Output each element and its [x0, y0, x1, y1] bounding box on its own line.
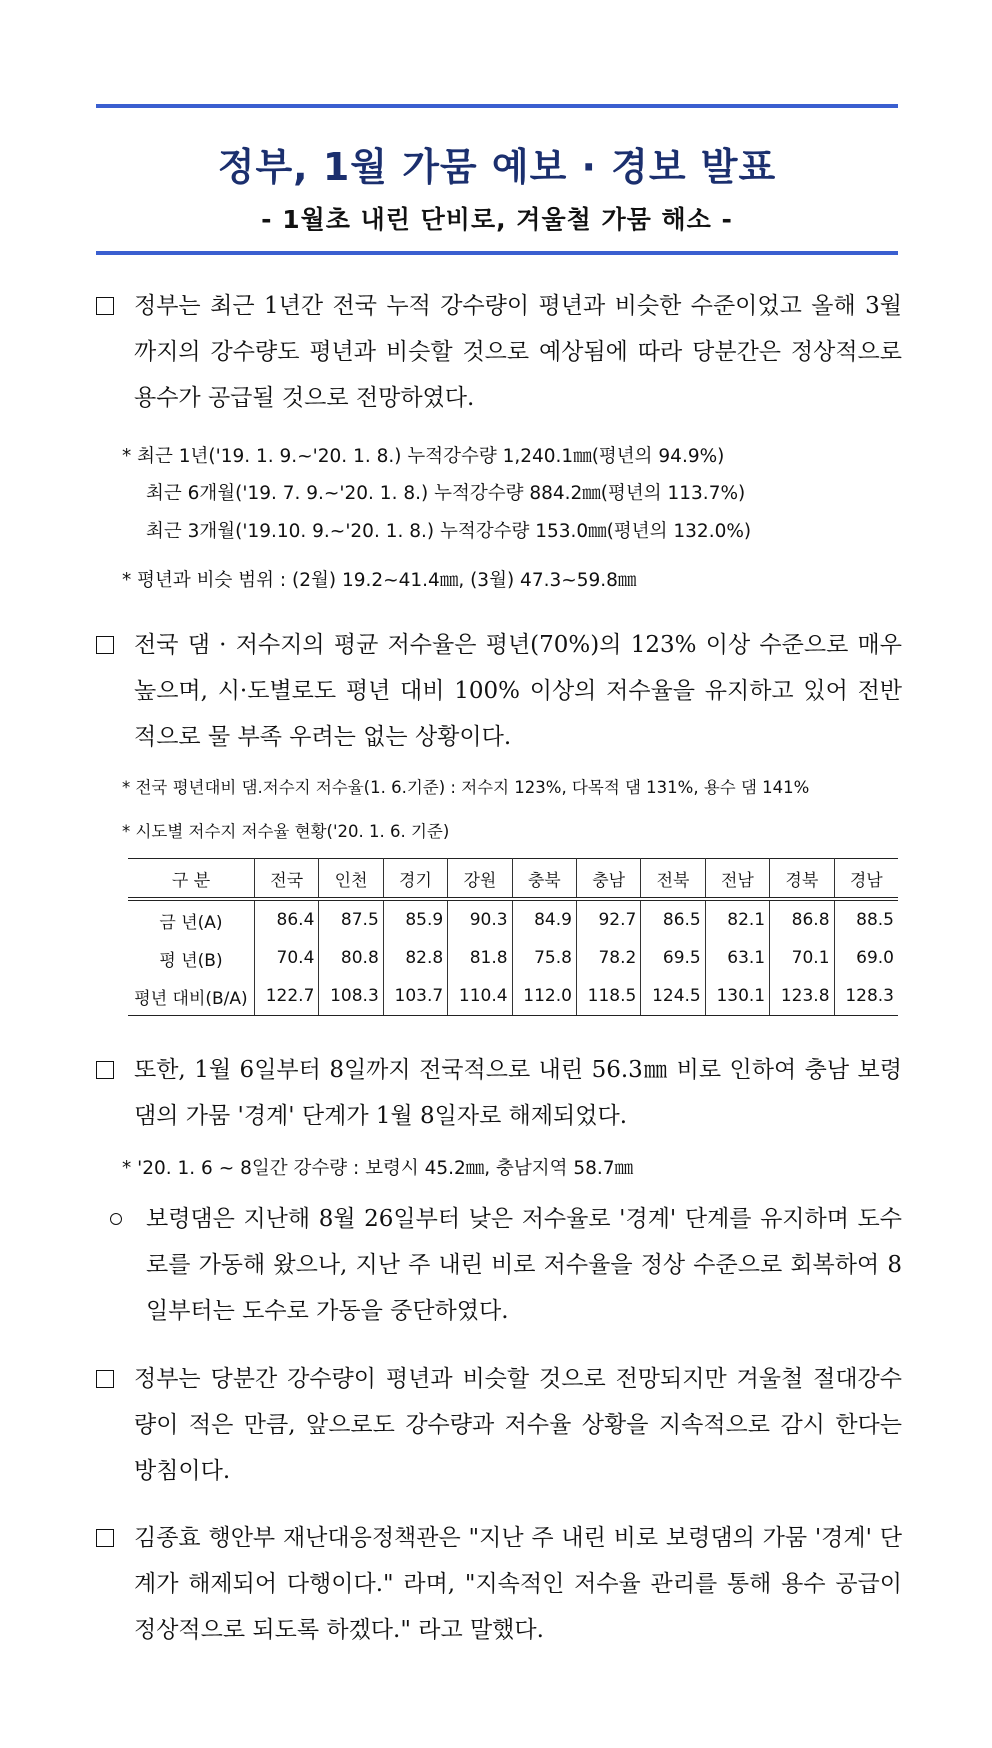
- table-header-row: [128, 859, 898, 900]
- paragraph-4: [96, 1356, 902, 1494]
- paragraph-2-text: 전국 댐 · 저수지의 평균 저수율은 평년(70%)의 123% 이상 수준으로 매우 높으며, 시·도별로도 평년 대비 100% 이상의 저수율을 유지하고 있어 전반적으로 물 부족 우려는 없는 상황이다.: [134, 632, 902, 750]
- table-cell: 87.5: [319, 899, 383, 939]
- paragraph-5: [96, 1515, 902, 1653]
- table-cell: 112.0: [512, 977, 576, 1016]
- note-1-line-1: * 최근 1년('19. 1. 9.~'20. 1. 8.) 누적강수량 1,240.1㎜(평년의 94.9%): [122, 446, 725, 467]
- square-bullet-icon: [96, 1061, 114, 1079]
- paragraph-4-text: 정부는 당분간 강수량이 평년과 비슷할 것으로 전망되지만 겨울철 절대강수량이 적은 만큼, 앞으로도 강수량과 저수율 상황을 지속적으로 감시 한다는 방침이다.: [134, 1366, 902, 1484]
- table-header-cell: 강원: [448, 859, 512, 900]
- table-cell: 122.7: [255, 977, 319, 1016]
- bottom-rule: [96, 251, 898, 255]
- table-cell: 90.3: [448, 899, 512, 939]
- table-row: [128, 899, 898, 939]
- table-cell: 103.7: [383, 977, 447, 1016]
- table-header-cell: 충북: [512, 859, 576, 900]
- table-cell: 86.8: [770, 899, 834, 939]
- table-cell: 82.8: [383, 939, 447, 977]
- paragraph-3: [96, 1047, 902, 1139]
- note-1-line-2: 최근 6개월('19. 7. 9.~'20. 1. 8.) 누적강수량 884.2㎜(평년의 113.7%): [146, 483, 746, 504]
- table-cell: 78.2: [576, 939, 640, 977]
- table-cell: 110.4: [448, 977, 512, 1016]
- square-bullet-icon: [96, 1370, 114, 1388]
- square-bullet-icon: [96, 1529, 114, 1547]
- table-cell: 123.8: [770, 977, 834, 1016]
- paragraph-5-text: 김종효 행안부 재난대응정책관은 "지난 주 내린 비로 보령댐의 가뭄 '경계' 단계가 해제되어 다행이다." 라며, "지속적인 저수율 관리를 통해 용수 공급이 정상적으로 되도록 하겠다." 라고 말했다.: [134, 1525, 902, 1643]
- table-cell: 63.1: [705, 939, 769, 977]
- table-cell: 70.1: [770, 939, 834, 977]
- table-header-cell: 경기: [383, 859, 447, 900]
- table-cell: 82.1: [705, 899, 769, 939]
- table-header-cell: 전북: [641, 859, 705, 900]
- table-row-label: 평 년(B): [159, 950, 223, 971]
- sub-paragraph: [108, 1196, 902, 1334]
- table-header-cell: 전국: [255, 859, 319, 900]
- table-cell: 130.1: [705, 977, 769, 1016]
- table-cell: 128.3: [834, 977, 898, 1016]
- table-header-cell: 구 분: [171, 870, 211, 891]
- top-rule: [96, 104, 898, 108]
- paragraph-1-text: 정부는 최근 1년간 전국 누적 강수량이 평년과 비슷한 수준이었고 올해 3월까지의 강수량도 평년과 비슷할 것으로 예상됨에 따라 당분간은 정상적으로 용수가 공급될 것으로 전망하였다.: [134, 293, 902, 411]
- note-2-line-2: * 시도별 저수지 저수율 현황('20. 1. 6. 기준): [122, 822, 450, 841]
- table-header-cell: 경북: [770, 859, 834, 900]
- square-bullet-icon: [96, 636, 114, 654]
- table-row-label: 평년 대비(B/A): [128, 977, 255, 1016]
- table-row: [128, 977, 898, 1016]
- page-subtitle: - 1월초 내린 단비로, 겨울철 가뭄 해소 -: [261, 205, 733, 234]
- reservoir-rate-table: [128, 858, 898, 1016]
- table-cell: 86.4: [255, 899, 319, 939]
- sub-paragraph-text: 보령댐은 지난해 8월 26일부터 낮은 저수율로 '경계' 단계를 유지하며 도수로를 가동해 왔으나, 지난 주 내린 비로 저수율을 정상 수준으로 회복하여 8일부터는 도수로 가동을 중단하였다.: [146, 1206, 902, 1324]
- table-cell: 88.5: [834, 899, 898, 939]
- table-header-cell: 충남: [576, 859, 640, 900]
- note-1-line-4: * 평년과 비슷 범위 : (2월) 19.2~41.4㎜, (3월) 47.3~59.8㎜: [122, 570, 637, 591]
- table-cell: 69.5: [641, 939, 705, 977]
- note-3: * '20. 1. 6 ~ 8일간 강수량 : 보령시 45.2㎜, 충남지역 58.7㎜: [122, 1158, 634, 1179]
- circle-bullet-icon: [110, 1213, 122, 1225]
- table-cell: 118.5: [576, 977, 640, 1016]
- table-header-cell: 경남: [834, 859, 898, 900]
- paragraph-1: [96, 283, 902, 421]
- table-cell: 85.9: [383, 899, 447, 939]
- table-cell: 86.5: [641, 899, 705, 939]
- note-2-line-1: * 전국 평년대비 댐.저수지 저수율(1. 6.기준) : 저수지 123%, 다목적 댐 131%, 용수 댐 141%: [122, 778, 810, 797]
- table-header-cell: 인천: [319, 859, 383, 900]
- paragraph-3-text: 또한, 1월 6일부터 8일까지 전국적으로 내린 56.3㎜ 비로 인하여 충남 보령댐의 가뭄 '경계' 단계가 1월 8일자로 해제되었다.: [134, 1057, 902, 1129]
- table-row-label: 금 년(A): [128, 899, 255, 939]
- table-header-cell: 전남: [705, 859, 769, 900]
- page-title: 정부, 1월 가뭄 예보 · 경보 발표: [217, 145, 777, 189]
- table-row: [128, 939, 898, 977]
- paragraph-2: [96, 622, 902, 760]
- table-cell: 81.8: [448, 939, 512, 977]
- table-cell: 75.8: [512, 939, 576, 977]
- table-cell: 124.5: [641, 977, 705, 1016]
- table-cell: 92.7: [576, 899, 640, 939]
- table-cell: 108.3: [319, 977, 383, 1016]
- table-cell: 70.4: [255, 939, 319, 977]
- note-1-line-3: 최근 3개월('19.10. 9.~'20. 1. 8.) 누적강수량 153.0㎜(평년의 132.0%): [146, 521, 752, 542]
- table-cell: 84.9: [512, 899, 576, 939]
- square-bullet-icon: [96, 297, 114, 315]
- table-cell: 80.8: [319, 939, 383, 977]
- table-cell: 69.0: [834, 939, 898, 977]
